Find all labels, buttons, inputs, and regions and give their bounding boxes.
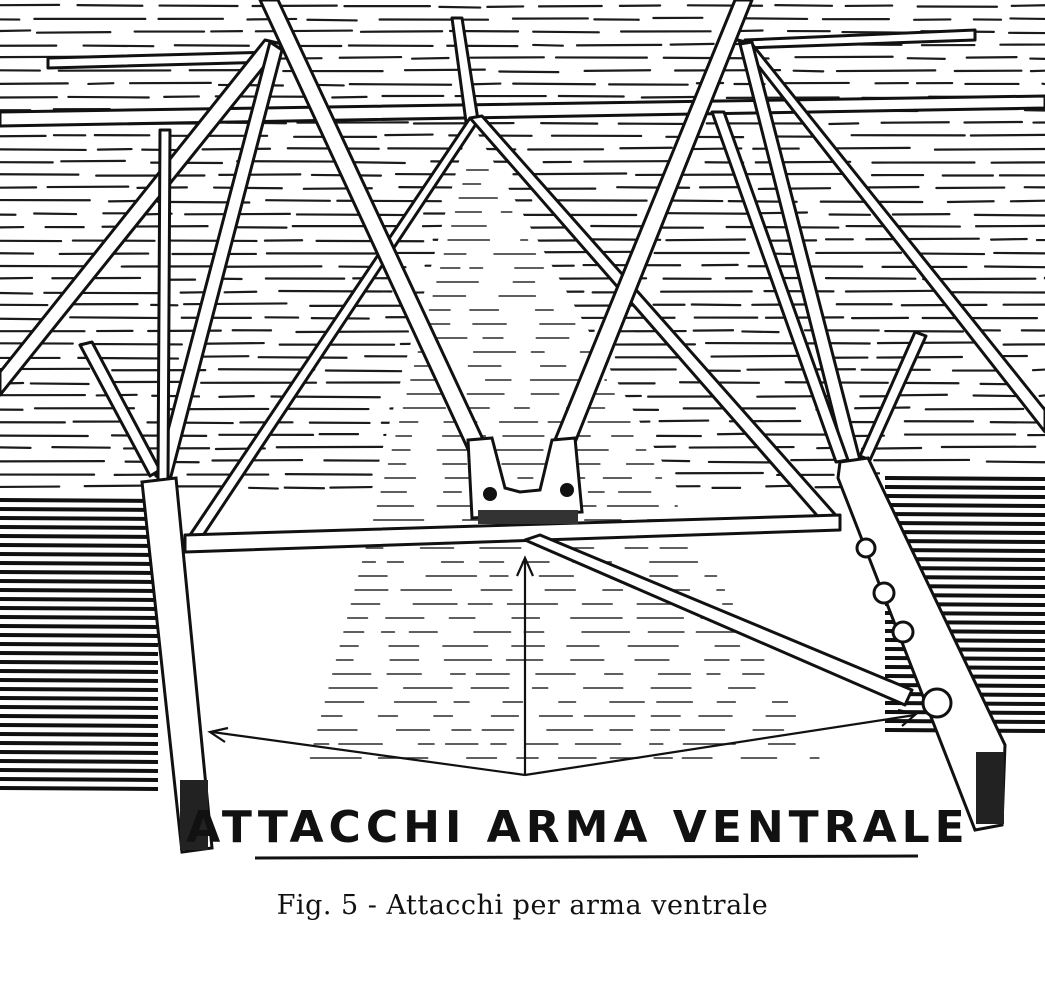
upper-cross-beam <box>0 96 1045 126</box>
figure-caption: Fig. 5 - Attacchi per arma ventrale <box>276 890 769 921</box>
figure-label: ATTACCHI ARMA VENTRALE <box>186 802 970 853</box>
top-left-rod <box>48 52 275 68</box>
figure-label-underline <box>255 856 918 858</box>
left-fabric-panel <box>0 495 160 795</box>
